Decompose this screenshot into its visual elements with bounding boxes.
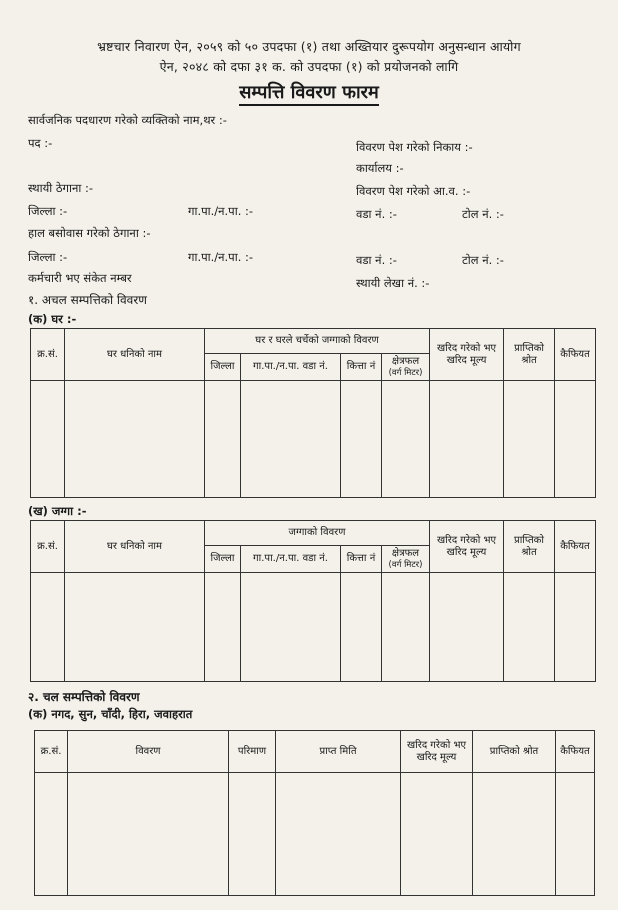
district-label-2: जिल्ला :- <box>28 250 68 264</box>
house-section-label: (क) घर :- <box>28 312 77 326</box>
district-label-1: जिल्ला :- <box>28 204 68 218</box>
cash-table <box>34 730 595 896</box>
table-row <box>31 381 596 498</box>
cell[interactable] <box>382 573 430 682</box>
col-area <box>382 354 430 381</box>
cell[interactable] <box>382 381 430 498</box>
cash-section-label: (क) नगद, सुन, चाँदी, हिरा, जवाहरात <box>28 707 193 721</box>
current-address-label: हाल बसोवास गरेको ठेगाना :- <box>28 226 151 240</box>
section1-title: १. अचल सम्पत्तिको विवरण <box>28 293 147 307</box>
col-kitta: कित्ता नं <box>341 354 382 381</box>
post-label: पद :- <box>28 136 53 150</box>
house-table <box>30 328 596 498</box>
col-purchase-value: खरिद गरेको भए खरिद मूल्य <box>430 329 504 381</box>
col-quantity: परिमाण <box>229 731 276 773</box>
cell[interactable] <box>430 573 504 682</box>
municipality-label-1: गा.पा./न.पा. :- <box>188 204 254 218</box>
col-area <box>382 546 430 573</box>
officer-name-label: सार्वजनिक पदधारण गरेको व्यक्तिको नाम,थर :- <box>28 113 227 127</box>
ward-label-1: वडा नं. :- <box>356 207 397 221</box>
cell[interactable] <box>276 773 401 896</box>
permanent-address-label: स्थायी ठेगाना :- <box>28 181 94 195</box>
col-owner: घर धनिको नाम <box>65 329 205 381</box>
cell[interactable] <box>229 773 276 896</box>
col-sn: क्र.सं. <box>31 521 65 573</box>
col-kitta: कित्ता नं <box>341 546 382 573</box>
area-label: क्षेत्रफल <box>391 547 420 559</box>
area-unit: (वर्ग मिटर) <box>388 559 423 570</box>
col-remarks: कैफियत <box>555 521 596 573</box>
col-remarks: कैफियत <box>555 329 596 381</box>
cell[interactable] <box>504 381 555 498</box>
col-description: विवरण <box>68 731 229 773</box>
cell[interactable] <box>241 573 341 682</box>
fiscal-year-label: विवरण पेश गरेको आ.व. :- <box>356 184 471 198</box>
cell[interactable] <box>401 773 473 896</box>
area-label: क्षेत्रफल <box>391 355 420 367</box>
cell[interactable] <box>504 573 555 682</box>
tole-label-1: टोल नं. :- <box>462 207 504 221</box>
table-row <box>31 573 596 682</box>
form-title-text: सम्पत्ति विवरण फारम <box>239 82 379 106</box>
cell[interactable] <box>68 773 229 896</box>
col-source: प्राप्तिको श्रोत <box>473 731 556 773</box>
cell[interactable] <box>35 773 68 896</box>
col-source: प्राप्तिको श्रोत <box>504 521 555 573</box>
col-sn: क्र.सं. <box>31 329 65 381</box>
col-municipality-ward: गा.पा./न.पा. वडा नं. <box>241 354 341 381</box>
col-district: जिल्ला <box>205 546 241 573</box>
col-purchase-value: खरिद गरेको भए खरिद मूल्य <box>430 521 504 573</box>
col-district: जिल्ला <box>205 354 241 381</box>
land-table <box>30 520 596 682</box>
cell[interactable] <box>241 381 341 498</box>
table-row <box>35 773 595 896</box>
cell[interactable] <box>473 773 556 896</box>
col-municipality-ward: गा.पा./न.पा. वडा नं. <box>241 546 341 573</box>
cell[interactable] <box>341 381 382 498</box>
cell[interactable] <box>556 773 595 896</box>
cell[interactable] <box>341 573 382 682</box>
cell[interactable] <box>555 573 596 682</box>
tole-label-2: टोल नं. :- <box>462 253 504 267</box>
cell[interactable] <box>555 381 596 498</box>
land-section-label: (ख) जग्गा :- <box>28 504 87 518</box>
form-title <box>0 80 618 104</box>
area-unit: (वर्ग मिटर) <box>388 367 423 378</box>
municipality-label-2: गा.पा./न.पा. :- <box>188 250 254 264</box>
col-source: प्राप्तिको श्रोत <box>504 329 555 381</box>
section2-title: २. चल सम्पत्तिको विवरण <box>28 690 140 704</box>
header-line-2: ऐन, २०४८ को दफा ३१ क. को उपदफा (१) को प्रयोजनको लागि <box>159 59 459 74</box>
col-remarks: कैफियत <box>556 731 595 773</box>
cell[interactable] <box>205 573 241 682</box>
account-no-label: स्थायी लेखा नं. :- <box>356 276 430 290</box>
col-date: प्राप्त मिति <box>276 731 401 773</box>
cell[interactable] <box>31 573 65 682</box>
col-owner: घर धनिको नाम <box>65 521 205 573</box>
cell[interactable] <box>430 381 504 498</box>
col-purchase-value: खरिद गरेको भए खरिद मूल्य <box>401 731 473 773</box>
col-sn: क्र.सं. <box>35 731 68 773</box>
employee-code-label: कर्मचारी भए संकेत नम्बर <box>28 271 132 285</box>
cell[interactable] <box>31 381 65 498</box>
ward-label-2: वडा नं. :- <box>356 253 397 267</box>
cell[interactable] <box>65 573 205 682</box>
col-group-header: घर र घरले चर्चेको जग्गाको विवरण <box>205 329 430 354</box>
submitting-body-label: विवरण पेश गरेको निकाय :- <box>356 140 473 154</box>
cell[interactable] <box>65 381 205 498</box>
office-label: कार्यालय :- <box>356 161 404 175</box>
header-line-1: भ्रष्टचार निवारण ऐन, २०५९ को ५० उपदफा (१) तथा अख्तियार दुरूपयोग अनुसन्धान आयोग <box>97 39 521 54</box>
col-group-header: जग्गाको विवरण <box>205 521 430 546</box>
cell[interactable] <box>205 381 241 498</box>
